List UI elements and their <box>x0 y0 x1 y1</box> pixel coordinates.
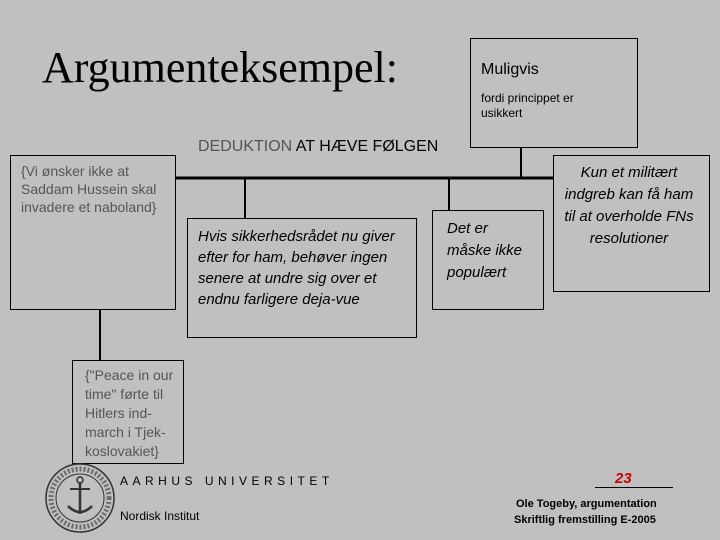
page-number: 23 <box>615 470 632 487</box>
center-premise-box <box>187 218 417 338</box>
deduction-label-rest: AT HÆVE FØLGEN <box>292 138 439 155</box>
muligvis-subtext: fordi princippet er usikkert <box>481 91 574 120</box>
deduction-label-prefix: DEDUKTION <box>198 138 293 155</box>
institute-name: Nordisk Institut <box>120 509 200 523</box>
footer-author: Ole Togeby, argumentation <box>516 498 657 510</box>
right-claim-text: Kun et militært indgreb kan få ham til at overholde FNs resolutioner <box>564 164 694 247</box>
left-premise-text: {Vi ønsker ikke at Saddam Hussein skal invadere et naboland} <box>21 163 157 215</box>
bottom-left-premise-box <box>72 360 184 464</box>
deduction-label <box>198 138 438 156</box>
muligvis-heading: Muligvis <box>481 61 539 78</box>
center-premise-text: Hvis sikkerhedsrådet nu giver efter for ham, behøver ingen senere at undre sig over et endnu farligere deja-vue <box>198 228 395 308</box>
university-name: AARHUS UNIVERSITET <box>120 474 334 488</box>
middle-premise-box <box>432 210 544 310</box>
right-claim-box <box>553 155 710 292</box>
slide-title: Argumenteksempel: <box>42 43 398 92</box>
university-seal-icon <box>44 462 116 534</box>
bottom-left-premise-text: {"Peace in our time" førte til Hitlers ind-march i Tjek-koslovakiet} <box>85 367 174 459</box>
footer-course: Skriftlig fremstilling E-2005 <box>514 514 656 526</box>
footer-rule <box>595 487 673 488</box>
left-premise-box <box>10 155 176 310</box>
middle-premise-text: Det er måske ikke populært <box>447 220 523 281</box>
